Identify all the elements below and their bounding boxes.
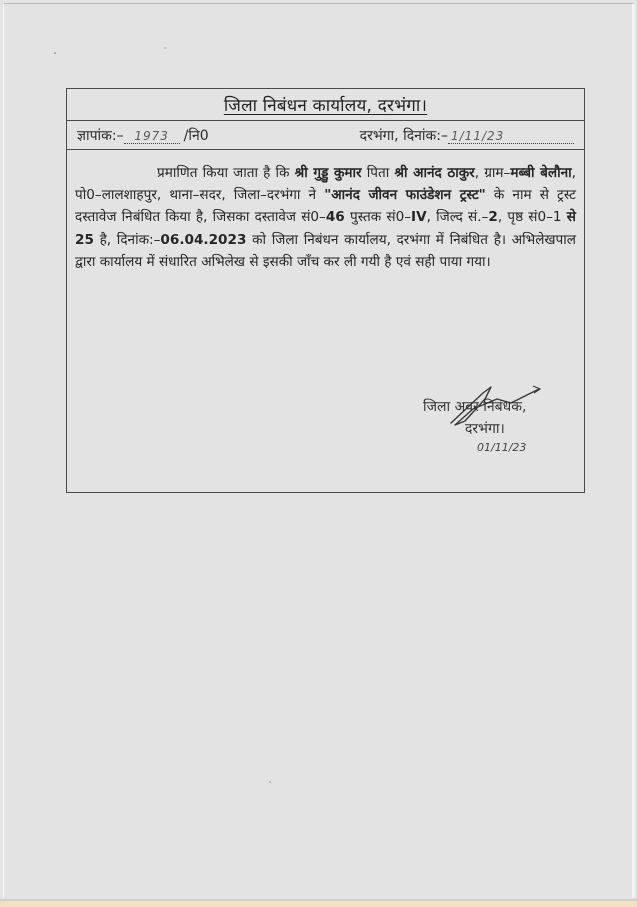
memo-number: 1973	[124, 129, 180, 144]
reference-row	[67, 121, 584, 150]
body-segment: पिता	[361, 165, 395, 181]
scan-speck	[54, 52, 56, 54]
body-segment: 2	[488, 209, 498, 226]
body-segment: , पो0–लालशाहपुर, थाना–सदर, जिला–दरभंगा ने	[75, 165, 576, 204]
body-segment: श्री आनंद ठाकुर	[394, 165, 475, 181]
initial-date: 01/11/23	[477, 441, 527, 454]
certificate-body	[67, 150, 584, 273]
body-segment: , पृष्ठ सं0–1	[497, 209, 567, 226]
certificate-box	[66, 88, 585, 493]
body-segment: , जिल्द सं.–	[426, 209, 489, 226]
issue-date: 1/11/23	[448, 129, 574, 144]
body-segment: "आनंद जीवन फाउंडेशन ट्रस्ट"	[324, 187, 486, 204]
body-segment: प्रमाणित किया जाता है कि	[157, 165, 295, 181]
body-segment: श्री गुड्डु कुमार	[294, 165, 362, 181]
scan-speck	[164, 47, 166, 49]
body-segment: है, दिनांक:–	[93, 231, 161, 248]
signatory-designation: जिला अवर निबंधक,	[423, 399, 527, 415]
place-date	[360, 126, 574, 145]
header-row	[67, 89, 584, 121]
scan-speck	[269, 781, 271, 783]
memo-reference	[77, 126, 209, 145]
body-segment: , ग्राम–	[474, 165, 511, 181]
page-bottom-edge	[0, 899, 637, 907]
office-title: जिला निबंधन कार्यालय, दरभंगा।	[223, 96, 428, 116]
scanned-page	[3, 3, 635, 898]
body-segment: पुस्तक सं0–	[344, 209, 412, 226]
memo-label: ज्ञापांक:–	[77, 127, 124, 144]
place-date-label: दरभंगा, दिनांक:–	[359, 127, 448, 144]
body-segment: 46	[325, 209, 345, 226]
memo-suffix: /नि0	[183, 127, 209, 144]
body-segment: से 25	[75, 209, 576, 248]
body-segment: 06.04.2023	[160, 231, 247, 248]
body-segment: को जिला निबंधन कार्यालय, दरभंगा में निबंधित है। अभिलेखपाल द्वारा कार्यालय में संधारित अभिलेख से इसकी जाँच कर ली गयी है एवं सही पाया गया।	[75, 231, 576, 270]
body-segment: मब्बी बेलौना	[510, 165, 572, 181]
signatory-place: दरभंगा।	[465, 421, 505, 437]
body-segment: IV	[411, 209, 427, 226]
body-segment: के नाम से ट्रस्ट दस्तावेज निबंधित किया है, जिसका दस्तावेज सं0–	[75, 187, 576, 226]
certificate-paragraph	[75, 162, 576, 273]
